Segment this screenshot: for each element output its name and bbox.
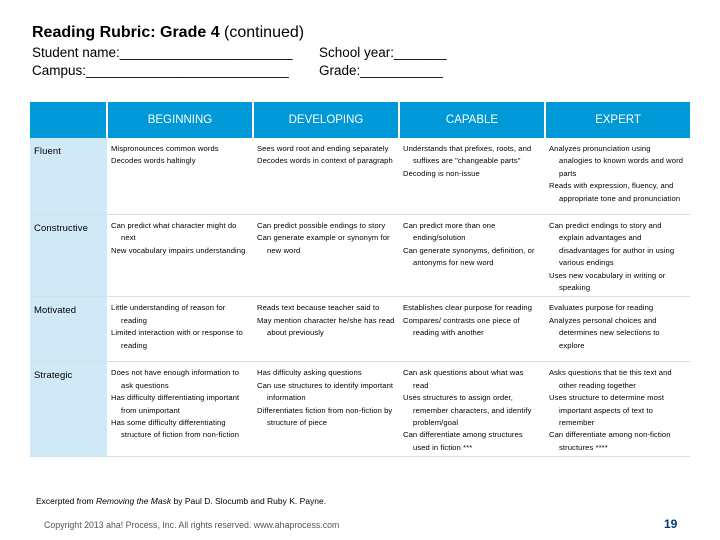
cell-text: Can ask questions about what was read bbox=[403, 368, 524, 390]
cell-text: Can use structures to identify important information bbox=[257, 380, 394, 403]
row-label-fluent: Fluent bbox=[30, 138, 107, 215]
source-book-title: Removing the Mask bbox=[96, 496, 172, 506]
title-suffix: (continued) bbox=[219, 24, 305, 41]
cell-text: Can differentiate among structures used in fiction *** bbox=[403, 430, 523, 452]
cell-text: Little understanding of reason for reading bbox=[111, 303, 226, 325]
campus-field: Campus:___________________________ bbox=[32, 63, 289, 78]
student-name-field: Student name:_______________________ bbox=[32, 45, 293, 60]
cell-fluent-expert bbox=[545, 138, 690, 215]
title-main: Reading Rubric: Grade 4 bbox=[32, 24, 220, 41]
cell-text: Understands that prefixes, roots, and suffixes are "changeable parts" bbox=[403, 144, 532, 166]
cell-text: Decodes words haltingly bbox=[111, 156, 196, 166]
cell-text: May mention character he/she has read about previously bbox=[257, 315, 395, 338]
cell-text: Reads with expression, fluency, and appropriate tone and pronunciation bbox=[549, 181, 681, 203]
cell-constructive-capable bbox=[399, 215, 545, 297]
row-label-strategic: Strategic bbox=[30, 362, 107, 457]
header-expert: EXPERT bbox=[545, 102, 690, 138]
row-label-motivated: Motivated bbox=[30, 297, 107, 362]
grade-field: Grade:___________ bbox=[319, 63, 443, 78]
cell-text: Decoding is non-issue bbox=[403, 168, 480, 178]
cell-strategic-capable bbox=[399, 362, 545, 457]
rubric-table bbox=[30, 102, 690, 457]
source-suffix: by Paul D. Slocumb and Ruby K. Payne. bbox=[171, 496, 327, 506]
cell-text: Sees word root and ending separately bbox=[257, 144, 389, 153]
cell-text: Asks questions that tie this text and other reading together bbox=[549, 368, 672, 390]
cell-text: Does not have enough information to ask questions bbox=[111, 368, 240, 390]
cell-strategic-expert bbox=[545, 362, 690, 457]
source-prefix: Excerpted from bbox=[36, 496, 96, 506]
cell-constructive-developing bbox=[253, 215, 399, 297]
header-beginning: BEGINNING bbox=[107, 102, 253, 138]
row-label-constructive: Constructive bbox=[30, 215, 107, 297]
table-row bbox=[30, 215, 690, 297]
cell-text: Can generate example or synonym for new word bbox=[257, 233, 390, 255]
cell-text: Mispronounces common words bbox=[111, 144, 219, 153]
cell-text: Has difficulty differentiating important from unimportant bbox=[111, 393, 240, 415]
source-citation bbox=[36, 496, 326, 506]
cell-text: Can generate synonyms, definition, or antonyms for new word bbox=[403, 245, 535, 268]
table-row bbox=[30, 362, 690, 457]
cell-motivated-beginning bbox=[107, 297, 253, 362]
header-developing: DEVELOPING bbox=[253, 102, 399, 138]
school-year-field: School year:_______ bbox=[319, 45, 447, 60]
cell-text: Limited interaction with or response to reading bbox=[111, 328, 243, 350]
cell-text: Uses structures to assign order, remember characters, and identify problem/goal bbox=[403, 393, 532, 428]
cell-fluent-developing bbox=[253, 138, 399, 215]
cell-text: Decodes words in context of paragraph bbox=[257, 156, 393, 166]
cell-strategic-developing bbox=[253, 362, 399, 457]
cell-constructive-expert bbox=[545, 215, 690, 297]
cell-text: Reads text because teacher said to bbox=[257, 303, 380, 313]
cell-text: Can differentiate among non-fiction structures **** bbox=[549, 430, 671, 452]
cell-text: Has some difficulty differentiating structure of fiction from non-fiction bbox=[111, 418, 240, 440]
cell-fluent-capable bbox=[399, 138, 545, 215]
cell-text: Can predict possible endings to story bbox=[257, 221, 386, 230]
cell-motivated-expert bbox=[545, 297, 690, 362]
cell-text: Establishes clear purpose for reading bbox=[403, 303, 533, 313]
cell-text: Analyzes pronunciation using analogies to known words and word parts bbox=[549, 144, 684, 178]
cell-text: Uses new vocabulary in writing or speaking bbox=[549, 270, 666, 293]
cell-text: Analyzes personal choices and determines new selections to explore bbox=[549, 315, 660, 350]
header-corner bbox=[30, 102, 107, 138]
cell-motivated-developing bbox=[253, 297, 399, 362]
table-row bbox=[30, 138, 690, 215]
header-row bbox=[30, 102, 690, 138]
cell-text: Has difficulty asking questions bbox=[257, 368, 362, 378]
cell-text: Uses structure to determine most important aspects of text to remember bbox=[549, 393, 665, 428]
table-row bbox=[30, 297, 690, 362]
header-capable: CAPABLE bbox=[399, 102, 545, 138]
copyright-footer: Copyright 2013 aha! Process, Inc. All rights reserved. www.ahaprocess.com bbox=[44, 520, 340, 530]
cell-constructive-beginning bbox=[107, 215, 253, 297]
cell-text: Can predict more than one ending/solution bbox=[403, 221, 496, 243]
cell-text: Differentiates fiction from non-fiction by structure of piece bbox=[257, 405, 393, 428]
cell-text: Compares/ contrasts one piece of reading with another bbox=[403, 315, 520, 338]
page-number: 19 bbox=[664, 517, 678, 531]
cell-fluent-beginning bbox=[107, 138, 253, 215]
cell-motivated-capable bbox=[399, 297, 545, 362]
page-title bbox=[32, 24, 304, 42]
cell-text: Can predict endings to story and explain advantages and disadvantages for author in using various endings bbox=[549, 221, 675, 268]
cell-text: Can predict what character might do next bbox=[111, 221, 237, 243]
cell-text: Evaluates purpose for reading bbox=[549, 303, 654, 313]
cell-strategic-beginning bbox=[107, 362, 253, 457]
cell-text: New vocabulary impairs understanding bbox=[111, 245, 246, 255]
